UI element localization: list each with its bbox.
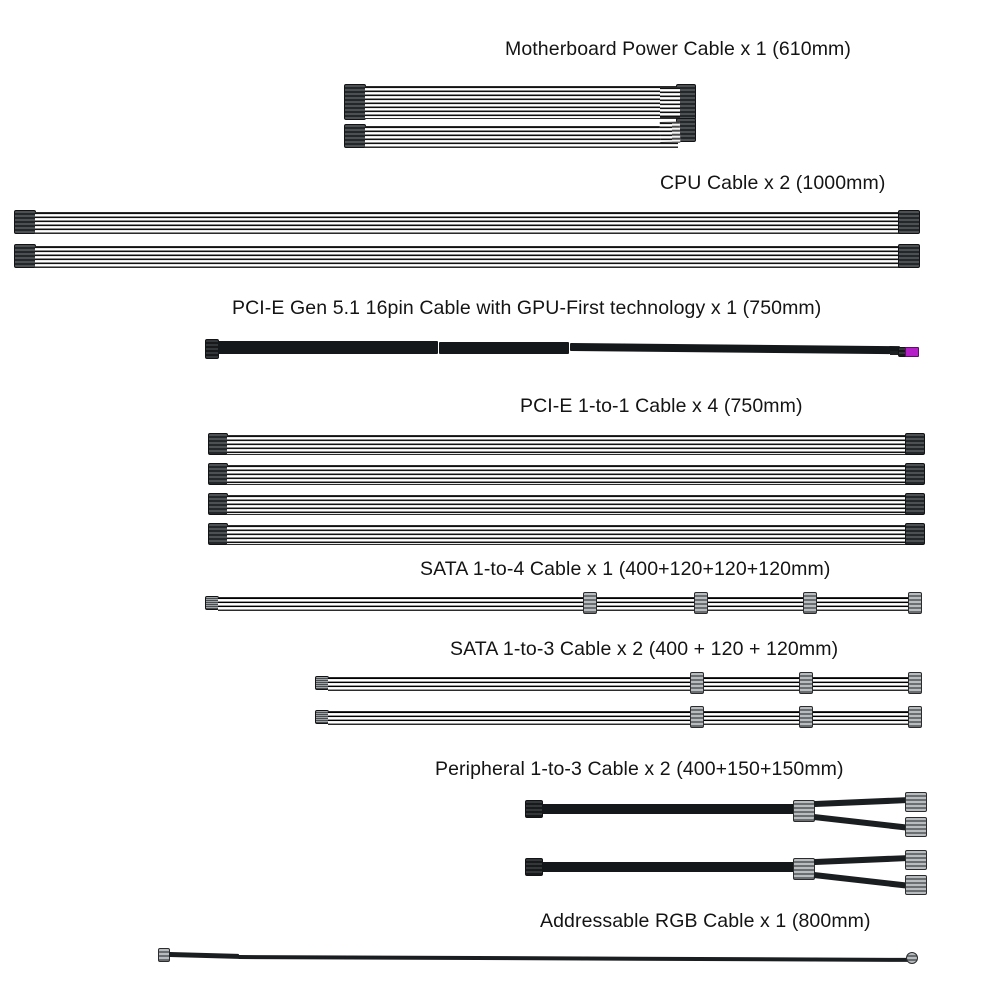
sleeve-body — [218, 341, 438, 354]
sata-connector-1 — [583, 592, 597, 614]
sleeve-body — [238, 955, 910, 962]
cable-group-pcie-gen5-16pin — [0, 285, 1000, 390]
sata-connector-3 — [908, 672, 922, 694]
sata-connector-1 — [690, 706, 704, 728]
connector-psu-end — [315, 676, 329, 690]
sata-connector-3 — [803, 592, 817, 614]
branch-lower — [814, 814, 909, 831]
connector-psu-end — [525, 858, 543, 876]
sleeve-body — [542, 862, 797, 872]
wire-bundle-taper — [660, 87, 680, 118]
cable-group-pcie-1-to-1 — [0, 385, 1000, 555]
caption-pcie-gen5-16pin: PCI-E Gen 5.1 16pin Cable with GPU-First technology x 1 (750mm) — [232, 297, 822, 319]
molex-connector-1 — [793, 800, 815, 822]
connector-psu-end — [315, 710, 329, 724]
connector-left — [208, 463, 228, 485]
connector-right — [906, 952, 918, 964]
gpu-first-indicator-icon — [905, 347, 919, 357]
connector-psu-end — [205, 596, 219, 610]
connector-left — [208, 493, 228, 515]
cable-group-motherboard-power — [0, 0, 1000, 165]
caption-cpu: CPU Cable x 2 (1000mm) — [660, 172, 886, 194]
wire-bundle — [227, 435, 907, 455]
wire-bundle — [328, 677, 918, 691]
molex-connector-2 — [905, 792, 927, 812]
sata-connector-2 — [799, 672, 813, 694]
wire-bundle — [227, 495, 907, 515]
wire-bundle-taper — [660, 122, 680, 143]
caption-addressable-rgb: Addressable RGB Cable x 1 (800mm) — [540, 910, 871, 932]
connector-right — [905, 463, 925, 485]
caption-peripheral-1-to-3: Peripheral 1-to-3 Cable x 2 (400+150+150mm) — [435, 758, 844, 780]
connector-right — [898, 210, 920, 234]
molex-connector-1 — [793, 858, 815, 880]
connector-right — [898, 244, 920, 268]
connector-left — [344, 84, 366, 120]
branch-upper — [814, 797, 909, 807]
connector-left — [208, 433, 228, 455]
sleeve-body-end — [570, 343, 900, 354]
wire-bundle — [35, 246, 900, 268]
connector-left — [14, 244, 36, 268]
molex-connector-3 — [905, 875, 927, 895]
connector-right — [905, 493, 925, 515]
molex-connector-2 — [905, 850, 927, 870]
sleeve-body-left — [169, 952, 239, 959]
connector-right — [905, 433, 925, 455]
connector-left — [14, 210, 36, 234]
sleeve-body-mid — [439, 342, 569, 354]
connector-right — [905, 523, 925, 545]
caption-pcie-1-to-1: PCI-E 1-to-1 Cable x 4 (750mm) — [520, 395, 803, 417]
caption-motherboard-power: Motherboard Power Cable x 1 (610mm) — [505, 38, 851, 60]
cable-group-addressable-rgb — [0, 900, 1000, 1000]
connector-16pin-left — [205, 339, 219, 359]
sata-connector-4 — [908, 592, 922, 614]
sata-connector-1 — [690, 672, 704, 694]
sata-connector-2 — [694, 592, 708, 614]
wire-bundle — [227, 525, 907, 545]
caption-sata-1-to-3: SATA 1-to-3 Cable x 2 (400 + 120 + 120mm) — [450, 638, 839, 660]
branch-upper — [814, 855, 909, 865]
connector-left — [344, 124, 366, 148]
connector-psu-end — [525, 800, 543, 818]
connector-left — [208, 523, 228, 545]
sata-connector-2 — [799, 706, 813, 728]
branch-lower — [814, 872, 909, 889]
sleeve-body — [542, 804, 797, 814]
wire-bundle — [365, 86, 678, 119]
wire-bundle — [328, 711, 918, 725]
cable-group-cpu — [0, 160, 1000, 285]
sata-connector-3 — [908, 706, 922, 728]
wire-bundle — [227, 465, 907, 485]
wire-bundle — [365, 126, 678, 148]
wire-bundle — [35, 212, 900, 234]
cable-group-peripheral-1-to-3 — [0, 748, 1000, 908]
caption-sata-1-to-4: SATA 1-to-4 Cable x 1 (400+120+120+120mm) — [420, 558, 831, 580]
cable-group-sata-1-to-4 — [0, 548, 1000, 633]
cable-group-sata-1-to-3 — [0, 628, 1000, 748]
molex-connector-3 — [905, 817, 927, 837]
